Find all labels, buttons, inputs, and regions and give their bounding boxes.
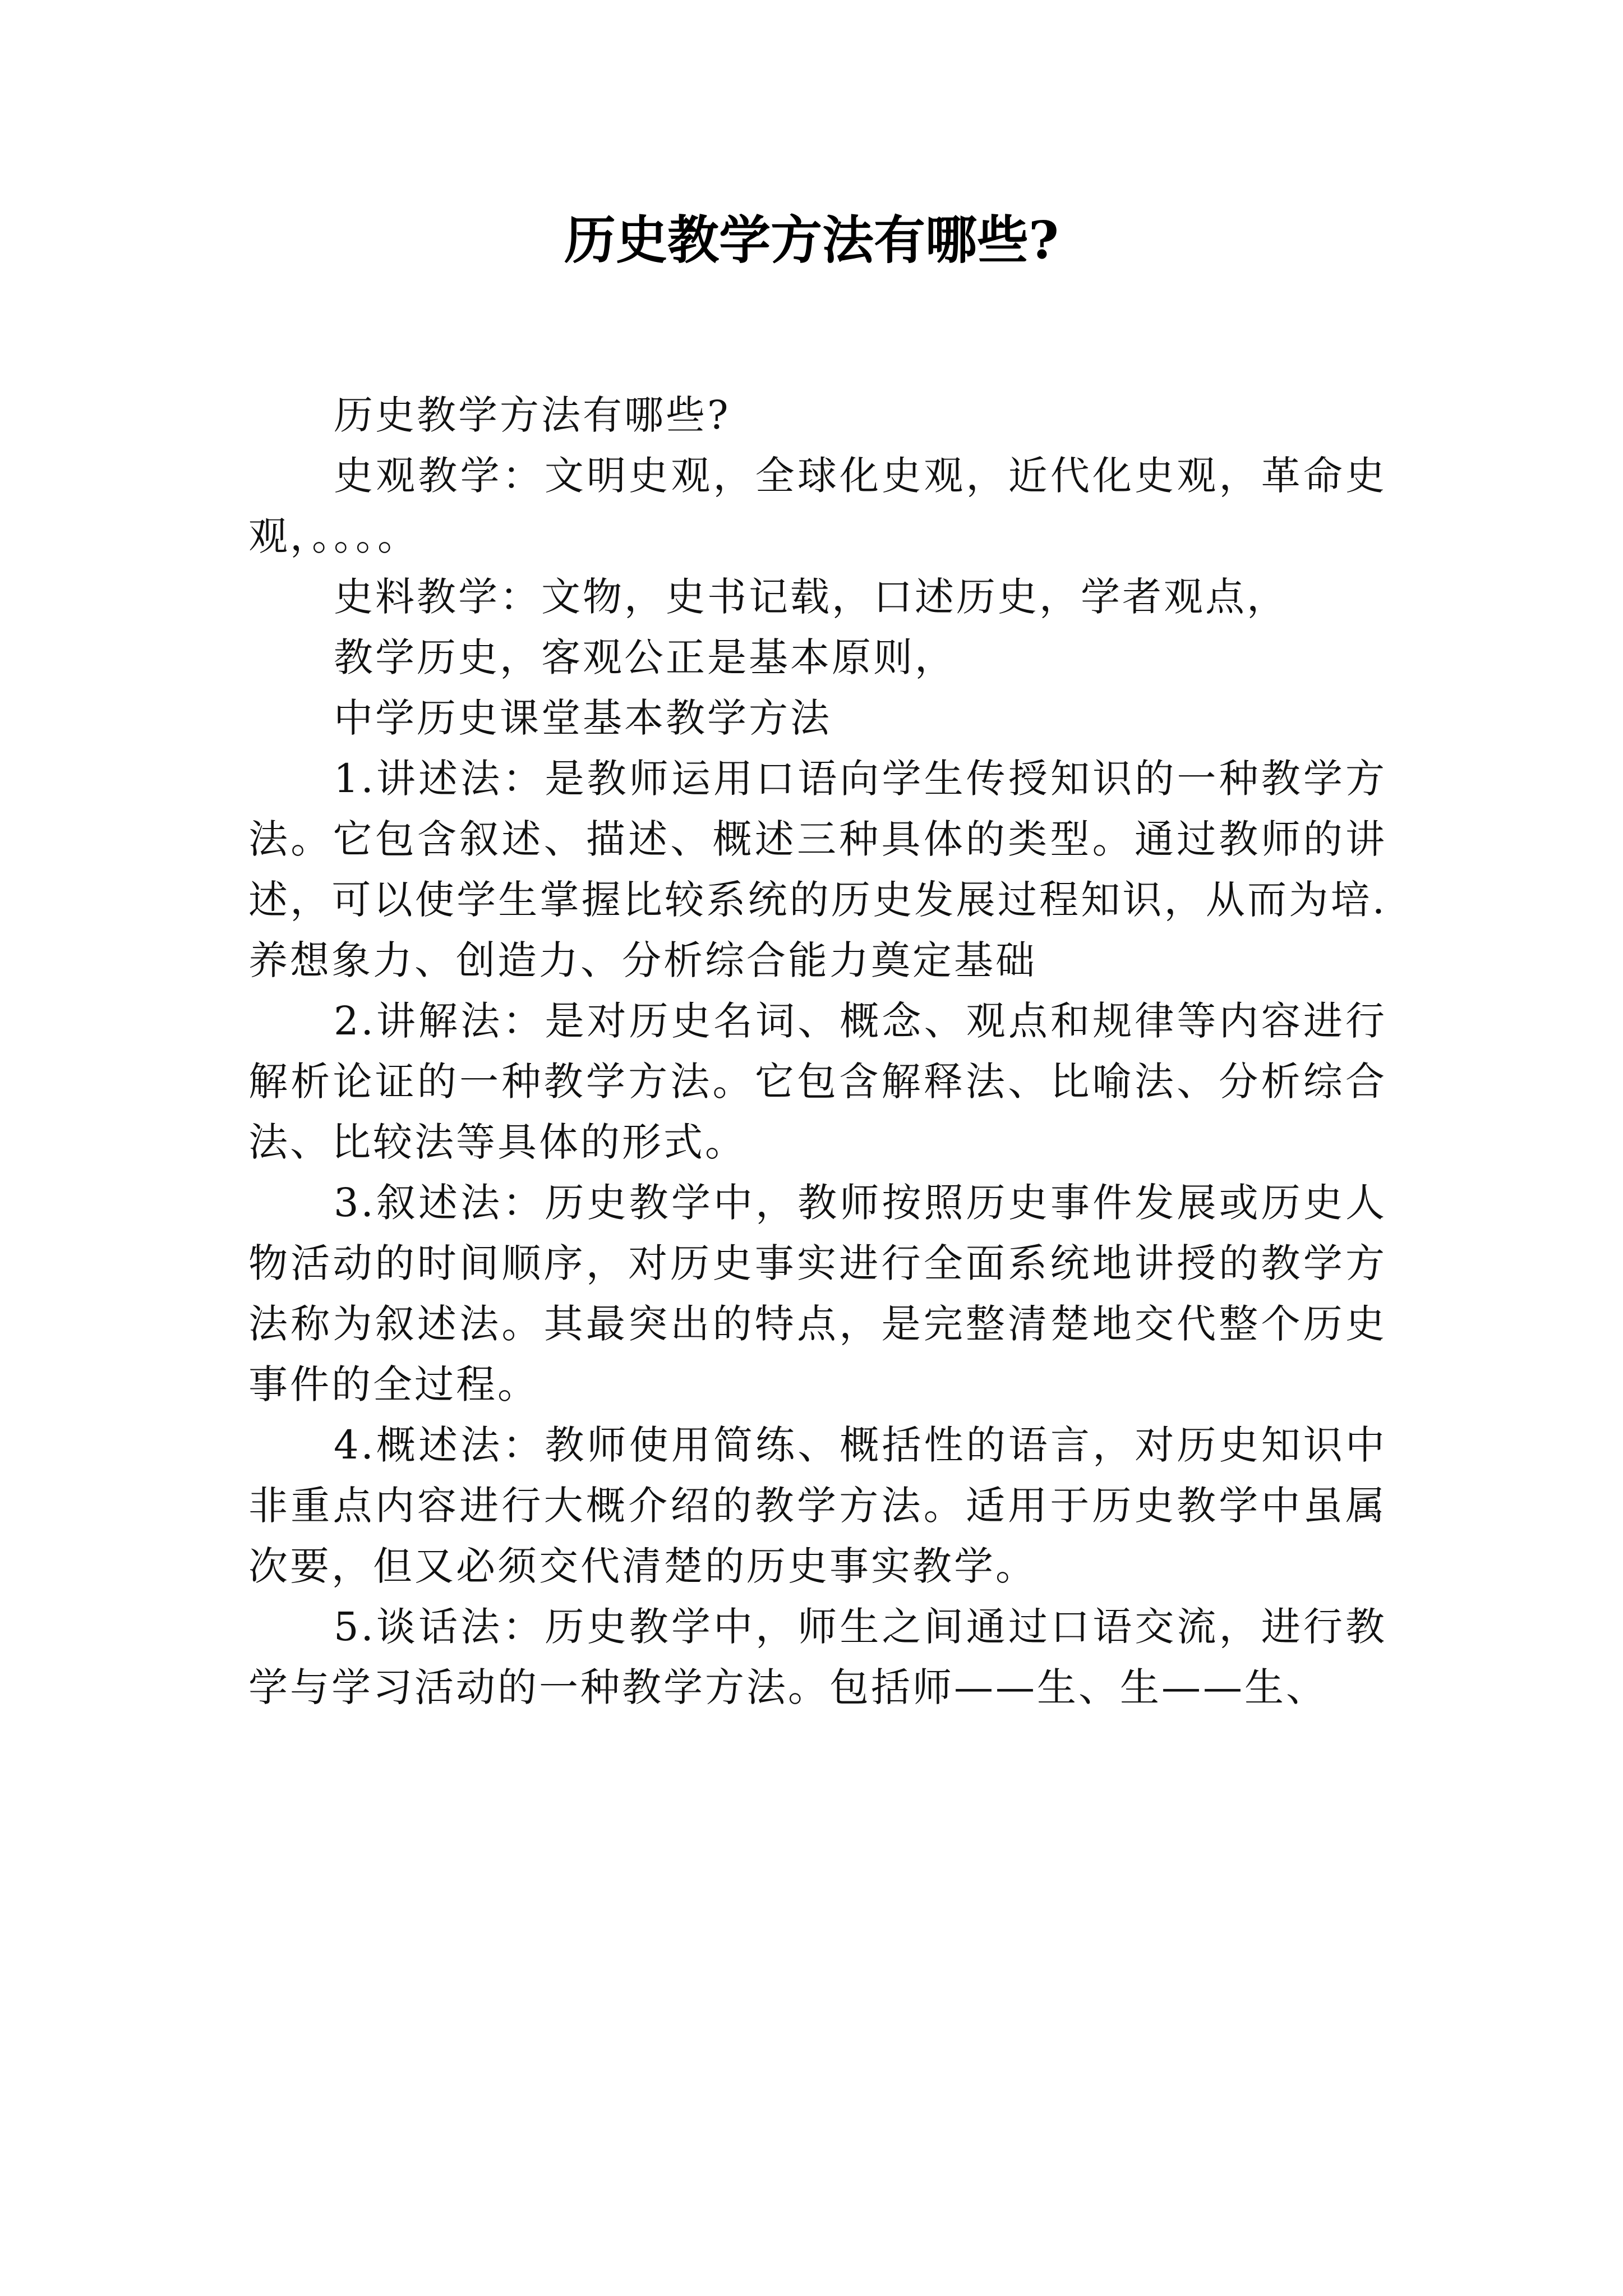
paragraph: 4.概述法：教师使用简练、概括性的语言，对历史知识中非重点内容进行大概介绍的教学方法。适用于历史教学中虽属次要，但又必须交代清楚的历史事实教学。: [248, 1422, 1387, 1589]
paragraph: 史观教学：文明史观，全球化史观，近代化史观，革命史观，。。。。: [248, 453, 1387, 559]
document-title: 历史教学方法有哪些?: [564, 210, 1059, 270]
paragraph: 中学历史课堂基本教学方法: [334, 695, 832, 741]
document-body: [248, 385, 1387, 1718]
paragraph: 5.谈话法：历史教学中，师生之间通过口语交流，进行教学与学习活动的一种教学方法。包括师——生、生——生、: [248, 1604, 1387, 1710]
paragraph: 2.讲解法：是对历史名词、概念、观点和规律等内容进行解析论证的一种教学方法。它包含解释法、比喻法、分析综合法、比较法等具体的形式。: [248, 998, 1387, 1165]
paragraph: 1.讲述法：是教师运用口语向学生传授知识的一种教学方法。它包含叙述、描述、概述三种具体的类型。通过教师的讲述，可以使学生掌握比较系统的历史发展过程知识，从而为培.养想象力、创造力、分析综合能力奠定基础: [248, 756, 1387, 983]
paragraph: 历史教学方法有哪些?: [334, 392, 731, 438]
paragraph: 教学历史，客观公正是基本原则，: [334, 634, 956, 680]
paragraph: 3.叙述法：历史教学中，教师按照历史事件发展或历史人物活动的时间顺序，对历史事实进行全面系统地讲授的教学方法称为叙述法。其最突出的特点，是完整清楚地交代整个历史事件的全过程。: [248, 1180, 1387, 1407]
paragraph: 史料教学：文物，史书记载，口述历史，学者观点，: [334, 574, 1288, 620]
